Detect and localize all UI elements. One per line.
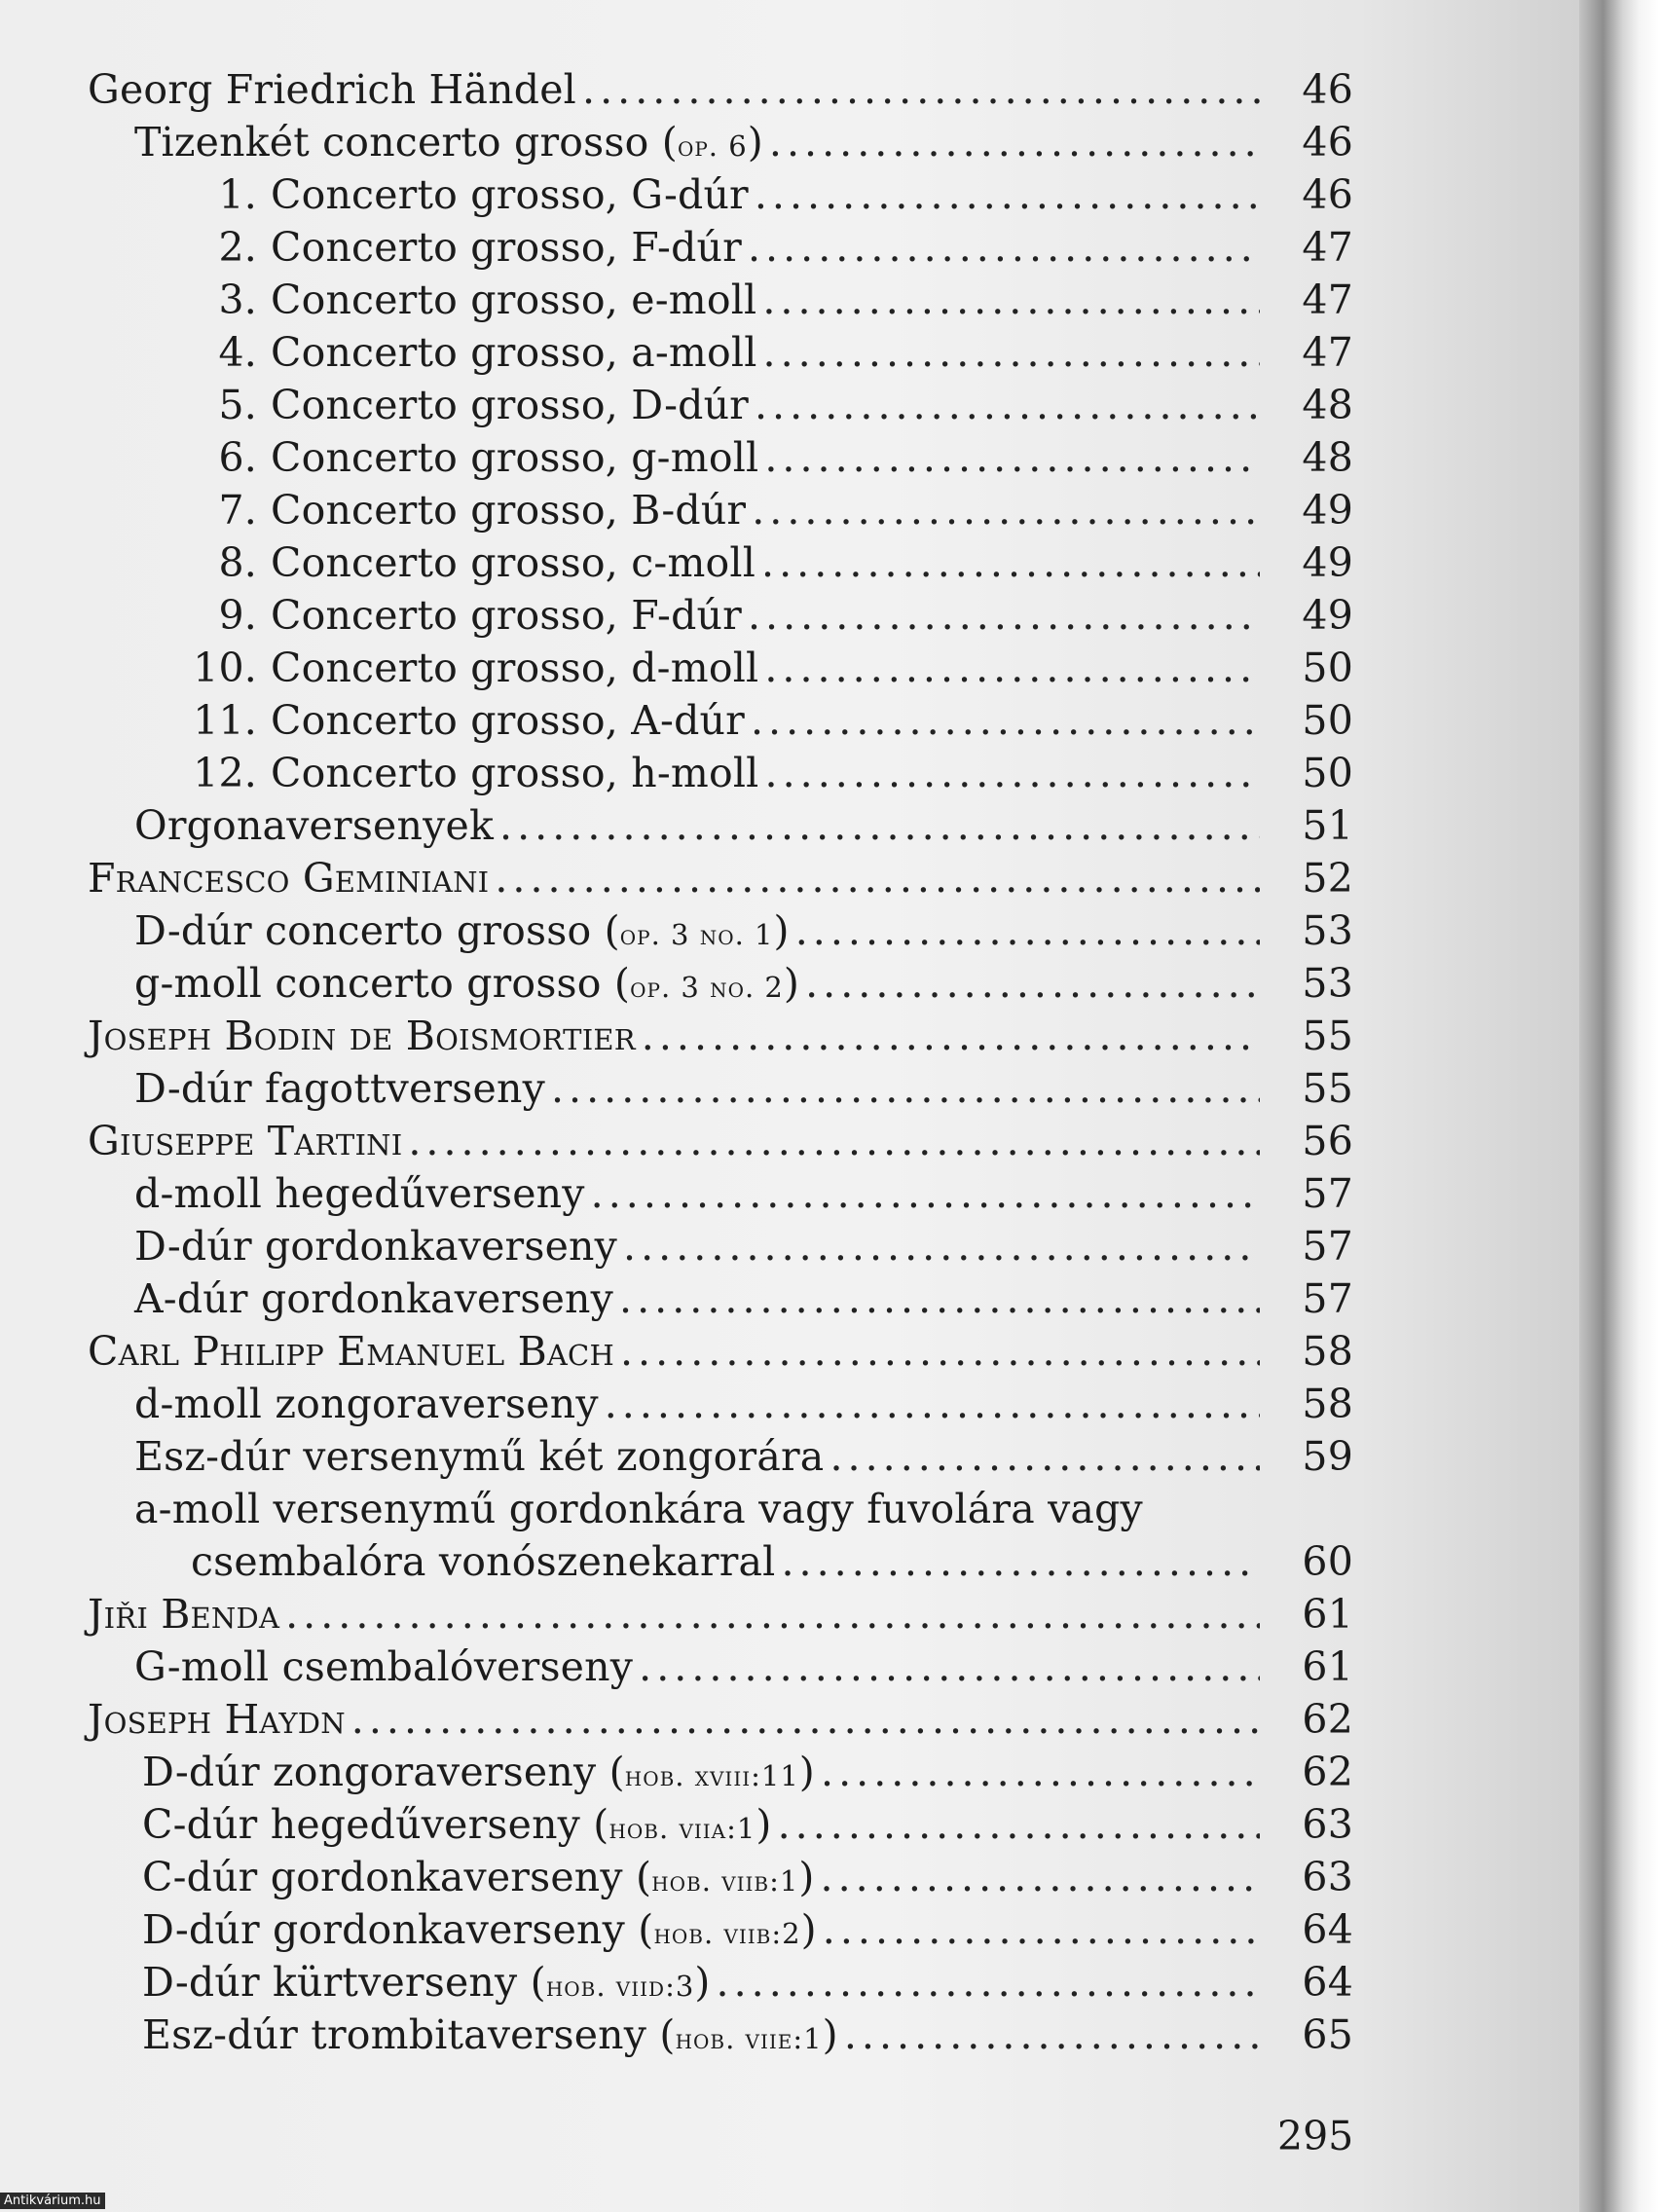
leader-dots bbox=[763, 329, 1260, 376]
work-title: d-moll zongoraverseny bbox=[134, 1381, 599, 1427]
concerto-name: Concerto grosso, e-moll bbox=[271, 276, 757, 323]
composer-name: Joseph Haydn bbox=[88, 1696, 346, 1743]
leader-dots bbox=[830, 1433, 1260, 1480]
toc-entry-composer bbox=[88, 1591, 1353, 1643]
work-title: D-dúr concerto grosso ( op. 3 no. 1 ) bbox=[134, 907, 790, 954]
leader-dots bbox=[761, 539, 1260, 586]
work-title: Esz-dúr versenymű két zongorára bbox=[134, 1433, 825, 1480]
toc-entry-concerto bbox=[88, 224, 1353, 276]
leader-dots bbox=[623, 1223, 1260, 1270]
work-title: Esz-dúr trombitaverseny ( hob. viie:1 ) bbox=[142, 2011, 838, 2058]
page-number: 47 bbox=[1302, 224, 1353, 271]
concerto-title bbox=[185, 224, 742, 271]
leader-dots bbox=[821, 1854, 1260, 1900]
opus-number: op. 3 no. 2 bbox=[630, 971, 784, 1004]
page-number: 60 bbox=[1302, 1538, 1353, 1585]
opus-number: op. 3 no. 1 bbox=[619, 918, 774, 951]
concerto-number: 1. bbox=[218, 171, 257, 218]
page-number: 58 bbox=[1302, 1328, 1353, 1375]
page-number: 46 bbox=[1302, 119, 1353, 166]
toc-entry-composer bbox=[88, 855, 1353, 907]
toc-entry-work bbox=[88, 1959, 1353, 2011]
leader-dots bbox=[639, 1643, 1260, 1690]
concerto-title bbox=[185, 645, 758, 691]
toc-entry-work bbox=[88, 1223, 1353, 1275]
concerto-number: 11. bbox=[193, 697, 257, 744]
leader-dots bbox=[605, 1381, 1260, 1427]
page-number: 64 bbox=[1302, 1959, 1353, 2006]
concerto-number: 6. bbox=[218, 434, 257, 481]
composer-name: Carl Philipp Emanuel Bach bbox=[88, 1328, 614, 1375]
page-number: 55 bbox=[1302, 1065, 1353, 1112]
toc-entry-work-line1 bbox=[88, 1486, 1353, 1538]
concerto-title bbox=[185, 276, 756, 323]
page-number: 47 bbox=[1302, 276, 1353, 323]
concerto-number: 12. bbox=[193, 750, 257, 796]
composer-name: Giuseppe Tartini bbox=[88, 1118, 403, 1164]
toc-entry-work bbox=[88, 1801, 1353, 1854]
composer-name: Georg Friedrich Händel bbox=[88, 66, 576, 113]
leader-dots bbox=[408, 1118, 1260, 1164]
toc-entry-work bbox=[88, 1381, 1353, 1433]
concerto-title bbox=[185, 382, 749, 428]
leader-dots bbox=[781, 1538, 1260, 1585]
toc-entry-work bbox=[88, 1643, 1353, 1696]
toc-entry-composer bbox=[88, 1118, 1353, 1170]
concerto-number: 9. bbox=[218, 592, 257, 639]
toc-entry-work bbox=[88, 1275, 1353, 1328]
work-title: Orgonaversenyek bbox=[134, 802, 494, 849]
leader-dots bbox=[778, 1801, 1260, 1848]
page-number: 56 bbox=[1302, 1118, 1353, 1164]
concerto-name: Concerto grosso, c-moll bbox=[271, 539, 756, 586]
leader-dots bbox=[620, 1328, 1260, 1375]
toc-entry-work-line2 bbox=[88, 1538, 1353, 1591]
page-number: 48 bbox=[1302, 434, 1353, 481]
toc-entry-work bbox=[88, 907, 1353, 960]
toc-entry-concerto bbox=[88, 382, 1353, 434]
opus-number: hob. xviii:11 bbox=[624, 1759, 799, 1792]
toc-entry-work bbox=[88, 960, 1353, 1013]
toc-entry-composer bbox=[88, 1013, 1353, 1065]
page-number: 52 bbox=[1302, 855, 1353, 902]
toc-entry-work bbox=[88, 1854, 1353, 1906]
page-number: 64 bbox=[1302, 1906, 1353, 1953]
concerto-title bbox=[185, 329, 757, 376]
concerto-title bbox=[185, 539, 756, 586]
toc-entry-work bbox=[88, 1906, 1353, 1959]
leader-dots bbox=[795, 907, 1260, 954]
toc-entry-concerto bbox=[88, 276, 1353, 329]
concerto-list bbox=[88, 171, 1353, 802]
toc-entry-concerto bbox=[88, 434, 1353, 487]
toc-entry-composer bbox=[88, 1696, 1353, 1749]
leader-dots bbox=[844, 2011, 1260, 2058]
page-number: 49 bbox=[1302, 539, 1353, 586]
concerto-name: Concerto grosso, F-dúr bbox=[271, 224, 742, 271]
work-title: D-dúr fagottverseny bbox=[134, 1065, 545, 1112]
work-title-continued: csembalóra vonószenekarral bbox=[191, 1538, 776, 1585]
toc-entry-concerto bbox=[88, 750, 1353, 802]
concerto-title bbox=[185, 697, 745, 744]
concerto-name: Concerto grosso, A-dúr bbox=[271, 697, 745, 744]
page-number: 48 bbox=[1302, 382, 1353, 428]
concerto-name: Concerto grosso, D-dúr bbox=[271, 382, 749, 428]
page-number: 49 bbox=[1302, 487, 1353, 534]
concerto-name: Concerto grosso, a-moll bbox=[271, 329, 757, 376]
leader-dots bbox=[755, 171, 1260, 218]
concerto-name: Concerto grosso, G-dúr bbox=[271, 171, 749, 218]
page-number: 49 bbox=[1302, 592, 1353, 639]
concerto-name: Concerto grosso, h-moll bbox=[271, 750, 759, 796]
page-number: 57 bbox=[1302, 1223, 1353, 1270]
leader-dots bbox=[551, 1065, 1260, 1112]
page-number: 57 bbox=[1302, 1275, 1353, 1322]
concerto-number: 7. bbox=[218, 487, 257, 534]
toc-entry-work bbox=[88, 2011, 1353, 2064]
haydn-works-list bbox=[88, 1749, 1353, 2064]
page-number: 55 bbox=[1302, 1013, 1353, 1059]
toc-entry-concerto bbox=[88, 592, 1353, 645]
opus-number: hob. viid:3 bbox=[545, 1970, 695, 2003]
leader-dots bbox=[748, 592, 1260, 639]
composer-name: Jiři Benda bbox=[88, 1591, 280, 1638]
page-number: 46 bbox=[1302, 66, 1353, 113]
toc-entry-work bbox=[88, 802, 1353, 855]
work-title: G-moll csembalóverseny bbox=[134, 1643, 634, 1690]
page-number: 47 bbox=[1302, 329, 1353, 376]
leader-dots bbox=[765, 750, 1261, 796]
toc-entry-concerto bbox=[88, 329, 1353, 382]
leader-dots bbox=[805, 960, 1260, 1007]
page-number: 46 bbox=[1302, 171, 1353, 218]
toc-entry-concerto bbox=[88, 697, 1353, 750]
leader-dots bbox=[642, 1013, 1260, 1059]
toc-entry-composer bbox=[88, 1328, 1353, 1381]
work-title: D-dúr kürtverseny ( hob. viid:3 ) bbox=[142, 1959, 711, 2006]
leader-dots bbox=[619, 1275, 1260, 1322]
concerto-title bbox=[185, 434, 758, 481]
opus-number: op. 6 bbox=[677, 129, 748, 163]
concerto-title bbox=[185, 592, 742, 639]
page-number: 61 bbox=[1302, 1643, 1353, 1690]
concerto-name: Concerto grosso, B-dúr bbox=[271, 487, 747, 534]
table-of-contents bbox=[88, 66, 1353, 2064]
page-number: 50 bbox=[1302, 697, 1353, 744]
work-title: A-dúr gordonkaverseny bbox=[134, 1275, 613, 1322]
work-title: C-dúr hegedűverseny ( hob. viia:1 ) bbox=[142, 1801, 772, 1848]
leader-dots bbox=[582, 66, 1260, 113]
watermark: Antikvárium.hu bbox=[0, 2193, 105, 2209]
page-number: 62 bbox=[1302, 1749, 1353, 1795]
concerto-name: Concerto grosso, F-dúr bbox=[271, 592, 742, 639]
work-title: D-dúr zongoraverseny ( hob. xviii:11 ) bbox=[142, 1749, 815, 1795]
leader-dots bbox=[351, 1696, 1260, 1743]
page-number: 53 bbox=[1302, 907, 1353, 954]
leader-dots bbox=[823, 1906, 1260, 1953]
concerto-title bbox=[185, 487, 746, 534]
toc-entry-work bbox=[88, 1065, 1353, 1118]
concerto-title bbox=[185, 750, 759, 796]
leader-dots bbox=[764, 645, 1260, 691]
toc-entry-work bbox=[88, 1749, 1353, 1801]
work-title: a-moll versenymű gordonkára vagy fuvolára vagy bbox=[134, 1486, 1143, 1532]
leader-dots bbox=[591, 1170, 1260, 1217]
opus-number: hob. viie:1 bbox=[675, 2022, 823, 2055]
page-number: 63 bbox=[1302, 1801, 1353, 1848]
page-number: 57 bbox=[1302, 1170, 1353, 1217]
leader-dots bbox=[752, 487, 1260, 534]
page-number: 51 bbox=[1302, 802, 1353, 849]
concerto-number: 4. bbox=[218, 329, 257, 376]
leader-dots bbox=[499, 802, 1260, 849]
toc-entry-concerto bbox=[88, 539, 1353, 592]
opus-number: hob. viib:2 bbox=[653, 1917, 801, 1950]
page-number: 62 bbox=[1302, 1696, 1353, 1743]
composer-name: Joseph Bodin de Boismortier bbox=[88, 1013, 636, 1059]
toc-entry-composer bbox=[88, 66, 1353, 119]
page-folio: 295 bbox=[1277, 2113, 1354, 2159]
page-number: 65 bbox=[1302, 2011, 1353, 2058]
page-number: 61 bbox=[1302, 1591, 1353, 1638]
leader-dots bbox=[748, 224, 1260, 271]
leader-dots bbox=[717, 1959, 1260, 2006]
page-edge bbox=[1579, 0, 1659, 2212]
leader-dots bbox=[821, 1749, 1260, 1795]
concerto-name: Concerto grosso, d-moll bbox=[271, 645, 759, 691]
concerto-name: Concerto grosso, g-moll bbox=[271, 434, 759, 481]
leader-dots bbox=[755, 382, 1260, 428]
toc-entry-work bbox=[88, 119, 1353, 171]
concerto-number: 10. bbox=[193, 645, 257, 691]
composer-name: Francesco Geminiani bbox=[88, 855, 490, 902]
opus-number: hob. viib:1 bbox=[651, 1864, 799, 1898]
work-title: C-dúr gordonkaverseny ( hob. viib:1 ) bbox=[142, 1854, 815, 1900]
toc-entry-concerto bbox=[88, 171, 1353, 224]
opus-number: hob. viia:1 bbox=[608, 1812, 756, 1845]
page-number: 50 bbox=[1302, 645, 1353, 691]
work-title: D-dúr gordonkaverseny ( hob. viib:2 ) bbox=[142, 1906, 817, 1953]
concerto-number: 3. bbox=[218, 276, 257, 323]
leader-dots bbox=[495, 855, 1260, 902]
concerto-number: 5. bbox=[218, 382, 257, 428]
concerto-number: 2. bbox=[218, 224, 257, 271]
page-number: 53 bbox=[1302, 960, 1353, 1007]
leader-dots bbox=[764, 434, 1260, 481]
page-number: 63 bbox=[1302, 1854, 1353, 1900]
toc-entry-concerto bbox=[88, 645, 1353, 697]
concerto-number: 8. bbox=[218, 539, 257, 586]
page-number: 50 bbox=[1302, 750, 1353, 796]
toc-entry-work bbox=[88, 1170, 1353, 1223]
page-number: 59 bbox=[1302, 1433, 1353, 1480]
work-title: D-dúr gordonkaverseny bbox=[134, 1223, 618, 1270]
work-title: g-moll concerto grosso ( op. 3 no. 2 ) bbox=[134, 960, 800, 1007]
leader-dots bbox=[285, 1591, 1260, 1638]
leader-dots bbox=[762, 276, 1260, 323]
work-title: d-moll hegedűverseny bbox=[134, 1170, 585, 1217]
leader-dots bbox=[751, 697, 1260, 744]
toc-entry-concerto bbox=[88, 487, 1353, 539]
concerto-title bbox=[185, 171, 749, 218]
page-number: 58 bbox=[1302, 1381, 1353, 1427]
leader-dots bbox=[769, 119, 1260, 166]
work-title: Tizenkét concerto grosso ( op. 6 ) bbox=[134, 119, 763, 166]
toc-entry-work bbox=[88, 1433, 1353, 1486]
